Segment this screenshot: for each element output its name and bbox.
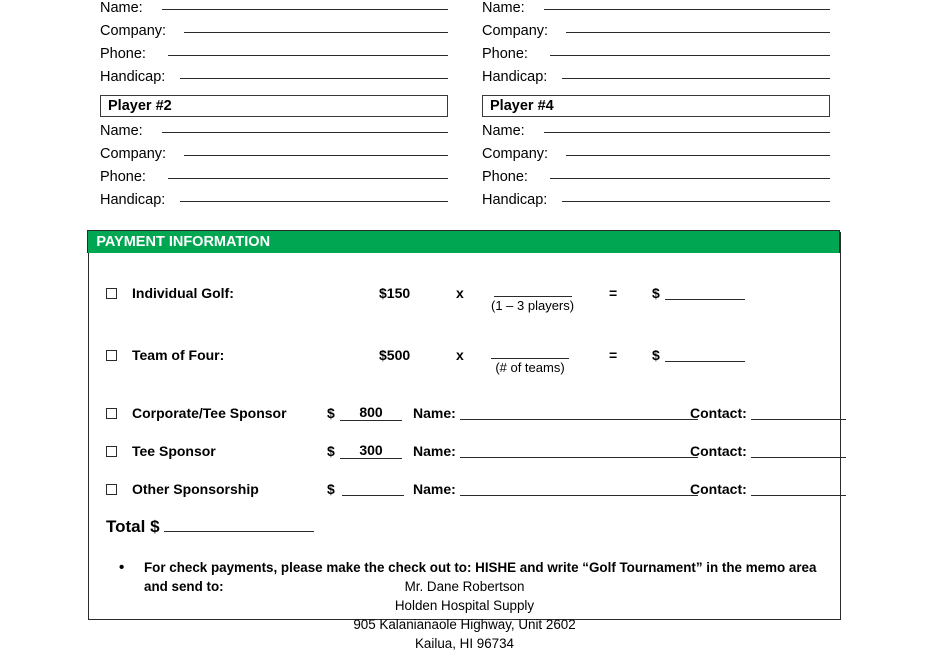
player4-company-input[interactable]: [566, 155, 830, 156]
total-row: [106, 517, 314, 537]
player4-handicap-input[interactable]: [562, 201, 830, 202]
check-payment-note: [89, 558, 840, 653]
payment-information-title: PAYMENT INFORMATION: [96, 234, 271, 251]
player1-company-label: Company:: [100, 23, 167, 39]
player2-handicap-row: [100, 192, 448, 215]
corporate-tee-sponsor-name-label: Name:: [413, 405, 456, 421]
individual-golf-qty-group: [491, 283, 574, 313]
player2-handicap-label: Handicap:: [100, 192, 166, 208]
player4-name-label: Name:: [482, 123, 525, 139]
player1-phone-label: Phone:: [100, 46, 146, 62]
row-tee-sponsor: [106, 443, 836, 459]
player3-company-row: [482, 23, 830, 46]
payee-city-state-zip: Kailua, HI 96734: [414, 636, 514, 651]
bullet-icon: •: [119, 559, 125, 576]
corporate-tee-sponsor-checkbox[interactable]: [106, 408, 117, 419]
player3-handicap-row: [482, 69, 830, 92]
player3-phone-row: [482, 46, 830, 69]
player-entry-area: [0, 0, 930, 228]
other-sponsorship-name-input[interactable]: [460, 483, 698, 496]
check-payment-note-line-1: For check payments, please make the check out to: HISHE and write “Golf Tournament” in the memo area: [144, 560, 817, 575]
individual-golf-checkbox[interactable]: [106, 288, 117, 299]
team-of-four-equals-sign: =: [609, 347, 618, 363]
payee-name: Mr. Dane Robertson: [404, 579, 525, 594]
team-of-four-checkbox[interactable]: [106, 350, 117, 361]
player1-company-row: [100, 23, 448, 46]
payee-street-address: 905 Kalanianaole Highway, Unit 2602: [353, 617, 576, 632]
corporate-tee-sponsor-currency: $: [327, 405, 335, 421]
player3-phone-input[interactable]: [550, 55, 830, 56]
player3-handicap-label: Handicap:: [482, 69, 548, 85]
player4-name-input[interactable]: [544, 132, 830, 133]
row-individual-golf: [106, 285, 826, 313]
row-corporate-tee-sponsor: [106, 405, 836, 421]
team-of-four-qty-group: [491, 345, 569, 375]
player3-name-row: [482, 0, 830, 23]
other-sponsorship-label: Other Sponsorship: [132, 481, 259, 497]
player2-handicap-input[interactable]: [180, 201, 448, 202]
team-of-four-label: Team of Four:: [132, 347, 225, 363]
tee-sponsor-name-label: Name:: [413, 443, 456, 459]
player1-company-input[interactable]: [184, 32, 448, 33]
corporate-tee-sponsor-amount[interactable]: 800: [340, 405, 402, 421]
individual-golf-label: Individual Golf:: [132, 285, 234, 301]
player-column-left: [100, 0, 448, 215]
player2-name-label: Name:: [100, 123, 143, 139]
individual-golf-price: $150: [379, 285, 411, 301]
team-of-four-qty-input[interactable]: [491, 345, 569, 359]
tee-sponsor-amount[interactable]: 300: [340, 443, 402, 459]
individual-golf-total-input[interactable]: [665, 287, 745, 300]
team-of-four-qty-hint: (# of teams): [495, 360, 565, 375]
other-sponsorship-currency: $: [327, 481, 335, 497]
individual-golf-multiply-sign: x: [456, 285, 464, 301]
player2-name-row: [100, 123, 448, 146]
other-sponsorship-contact-label: Contact:: [690, 481, 747, 497]
player1-handicap-row: [100, 69, 448, 92]
player2-company-label: Company:: [100, 146, 167, 162]
player2-phone-row: [100, 169, 448, 192]
player1-handicap-label: Handicap:: [100, 69, 166, 85]
player1-name-row: [100, 0, 448, 23]
individual-golf-qty-hint: (1 – 3 players): [491, 298, 575, 313]
player2-name-input[interactable]: [162, 132, 448, 133]
player3-company-input[interactable]: [566, 32, 830, 33]
player3-handicap-input[interactable]: [562, 78, 830, 79]
row-other-sponsorship: [106, 481, 836, 497]
individual-golf-currency: $: [652, 285, 660, 301]
player-2-label: Player #2: [108, 98, 172, 114]
individual-golf-equals-sign: =: [609, 285, 618, 301]
player4-company-label: Company:: [482, 146, 549, 162]
team-of-four-total-input[interactable]: [665, 349, 745, 362]
player4-phone-input[interactable]: [550, 178, 830, 179]
corporate-tee-sponsor-contact-label: Contact:: [690, 405, 747, 421]
other-sponsorship-contact-input[interactable]: [751, 483, 846, 496]
team-of-four-currency: $: [652, 347, 660, 363]
player4-handicap-row: [482, 192, 830, 215]
player-4-header-box: [482, 95, 830, 117]
team-of-four-multiply-sign: x: [456, 347, 464, 363]
player4-phone-row: [482, 169, 830, 192]
team-of-four-price: $500: [379, 347, 411, 363]
row-team-of-four: [106, 347, 826, 375]
corporate-tee-sponsor-label: Corporate/Tee Sponsor: [132, 405, 287, 421]
other-sponsorship-amount-input[interactable]: [342, 483, 404, 496]
check-payment-note-line-2: and send to:: [144, 579, 224, 594]
tee-sponsor-contact-label: Contact:: [690, 443, 747, 459]
player-4-label: Player #4: [490, 98, 554, 114]
individual-golf-qty-input[interactable]: [494, 283, 572, 297]
tee-sponsor-currency: $: [327, 443, 335, 459]
player4-phone-label: Phone:: [482, 169, 528, 185]
player2-phone-label: Phone:: [100, 169, 146, 185]
player-column-right: [482, 0, 830, 215]
player3-phone-label: Phone:: [482, 46, 528, 62]
corporate-tee-sponsor-name-input[interactable]: [460, 407, 698, 420]
player3-name-label: Name:: [482, 0, 525, 16]
player2-phone-input[interactable]: [168, 178, 448, 179]
player1-name-label: Name:: [100, 0, 143, 16]
corporate-tee-sponsor-contact-input[interactable]: [751, 407, 846, 420]
player1-handicap-input[interactable]: [180, 78, 448, 79]
total-amount-input[interactable]: [164, 517, 314, 532]
player1-name-input[interactable]: [162, 9, 448, 10]
player4-name-row: [482, 123, 830, 146]
tee-sponsor-contact-input[interactable]: [751, 445, 846, 458]
player4-company-row: [482, 146, 830, 169]
player1-phone-row: [100, 46, 448, 69]
player-2-header-box: [100, 95, 448, 117]
payment-information-section: [88, 232, 841, 651]
tee-sponsor-name-input[interactable]: [460, 445, 698, 458]
payment-information-header: [87, 230, 840, 253]
other-sponsorship-checkbox[interactable]: [106, 484, 117, 495]
total-label: Total $: [106, 517, 160, 536]
player2-company-input[interactable]: [184, 155, 448, 156]
tee-sponsor-label: Tee Sponsor: [132, 443, 216, 459]
player3-company-label: Company:: [482, 23, 549, 39]
other-sponsorship-name-label: Name:: [413, 481, 456, 497]
tee-sponsor-checkbox[interactable]: [106, 446, 117, 457]
player4-handicap-label: Handicap:: [482, 192, 548, 208]
player2-company-row: [100, 146, 448, 169]
player3-name-input[interactable]: [544, 9, 830, 10]
player1-phone-input[interactable]: [168, 55, 448, 56]
payee-organization: Holden Hospital Supply: [394, 598, 535, 613]
